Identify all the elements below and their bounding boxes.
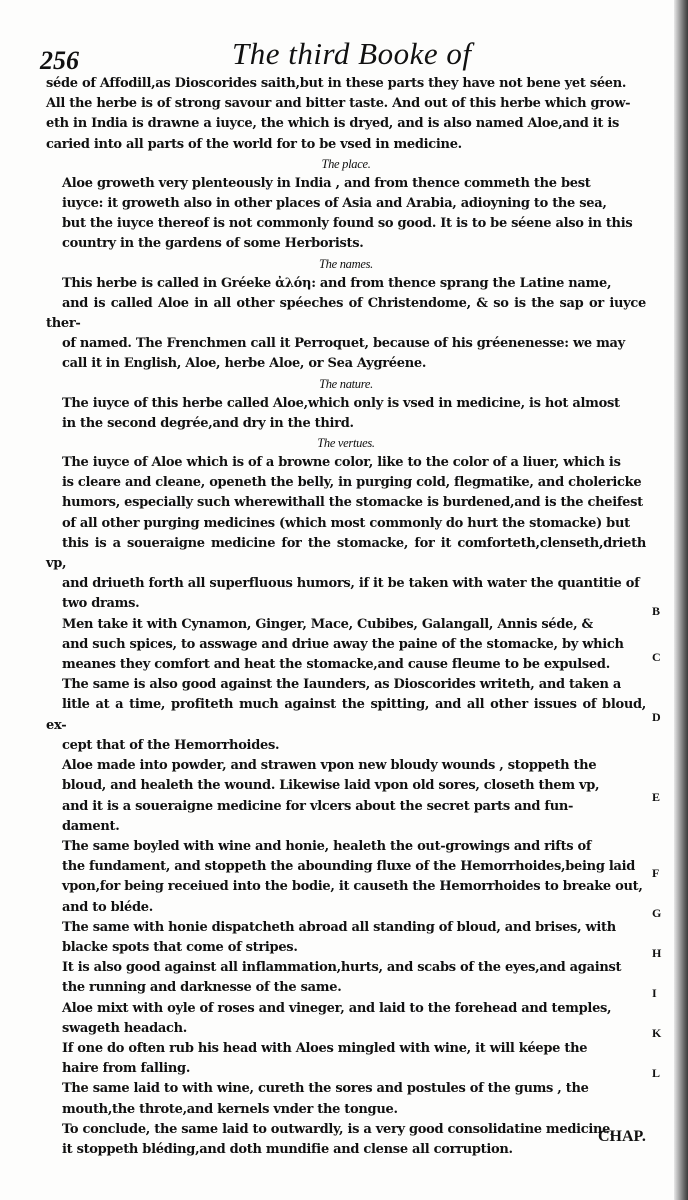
- vertues-paragraph: [46, 756, 646, 837]
- text-line: call it in English, Aloe, herbe Aloe, or Sea Aygréene.: [62, 356, 427, 372]
- section-heading-names: The names.: [319, 256, 373, 271]
- text-line: It is also good against all inflammation,hurts, and scabs of the eyes,and against: [62, 960, 622, 976]
- text-line: but the iuyce thereof is not commonly found so good. It is to be séene also in this: [62, 216, 633, 232]
- text-line: is cleare and cleane, openeth the belly, in purging cold, flegmatike, and cholericke: [62, 475, 642, 491]
- margin-letter: D: [652, 710, 661, 724]
- margin-letter: F: [652, 866, 660, 880]
- margin-letter: K: [652, 1026, 662, 1040]
- text-line: and to bléde.: [62, 899, 153, 915]
- text-line: If one do often rub his head with Aloes mingled with wine, it will kéepe the: [62, 1040, 588, 1056]
- margin-letter: G: [652, 906, 662, 920]
- margin-letter: I: [652, 986, 657, 1000]
- text-line: humors, especially such wherewithall the stomacke is burdened,and is the cheifest: [62, 495, 643, 511]
- text-line: dament.: [62, 818, 120, 834]
- text-line: swageth headach.: [62, 1020, 188, 1036]
- text-line: haire from falling.: [62, 1061, 191, 1077]
- vertues-paragraph: [46, 615, 646, 676]
- page-text: [46, 74, 646, 1160]
- text-line: séde of Affodill,as Dioscorides saith,but in these parts they have not bene yet séen.: [46, 76, 627, 91]
- text-line: vpon,for being receiued into the bodie, it causeth the Hemorrhoides to breake out,: [62, 879, 643, 895]
- text-line: iuyce: it groweth also in other places of Asia and Arabia, adioyning to the sea,: [62, 196, 607, 212]
- text-line: and driueth forth all superfluous humors, if it be taken with water the quantitie of: [62, 576, 640, 592]
- text-line: the fundament, and stoppeth the abounding fluxe of the Hemorrhoides,being laid: [62, 859, 636, 875]
- text-line: Aloe groweth very plenteously in India , and from thence commeth the best: [62, 175, 591, 191]
- vertues-paragraph: [46, 1039, 646, 1079]
- opening-paragraph: [46, 74, 646, 155]
- text-line: country in the gardens of some Herborists.: [62, 236, 364, 252]
- text-line: two drams.: [62, 596, 140, 612]
- vertues-paragraph: [46, 1079, 646, 1119]
- text-line: To conclude, the same laid to outwardly, is a very good consolidatine medicine,: [62, 1121, 615, 1137]
- text-line: the running and darknesse of the same.: [62, 980, 342, 996]
- vertues-paragraph: [46, 837, 646, 918]
- text-line: blacke spots that come of stripes.: [62, 939, 298, 955]
- text-line: The same with honie dispatcheth abroad all standing of bloud, and brises, with: [62, 919, 616, 935]
- nature-paragraph: [46, 394, 646, 434]
- text-line: cept that of the Hemorrhoides.: [62, 737, 280, 753]
- catchword: CHAP.: [598, 1128, 646, 1145]
- text-line: and is called Aloe in all other spéeches of Christendome, & so is the sap or iuyce ther-: [46, 295, 646, 332]
- vertues-paragraph: [46, 999, 646, 1039]
- margin-letter: H: [652, 946, 662, 960]
- text-line: litle at a time, profiteth much against the spitting, and all other issues of bloud, ex-: [46, 697, 646, 733]
- page-number: 256: [40, 46, 79, 75]
- section-heading-place: The place.: [321, 156, 371, 171]
- text-line: The iuyce of Aloe which is of a browne color, like to the color of a liuer, which is: [62, 455, 621, 471]
- text-line: bloud, and healeth the wound. Likewise laid vpon old sores, closeth them vp,: [62, 778, 600, 794]
- margin-letter: B: [652, 604, 661, 618]
- text-line: This herbe is called in Gréeke ἀλόη: and from thence sprang the Latine name,: [62, 275, 612, 291]
- page-header: [40, 32, 660, 75]
- margin-letter: C: [652, 650, 661, 664]
- vertues-paragraph: [46, 958, 646, 998]
- text-line: All the herbe is of strong savour and bitter taste. And out of this herbe which grow-: [46, 96, 631, 112]
- vertues-paragraph: [46, 453, 646, 615]
- text-line: meanes they comfort and heat the stomacke,and cause fleume to be expulsed.: [62, 657, 610, 673]
- text-line: it stoppeth bléding,and doth mundifie and clense all corruption.: [62, 1141, 513, 1157]
- vertues-paragraph: [46, 918, 646, 958]
- text-line: Aloe mixt with oyle of roses and vineger, and laid to the forehead and temples,: [62, 1000, 612, 1016]
- margin-letter: E: [652, 790, 661, 804]
- text-line: of named. The Frenchmen call it Perroquet, because of his gréenenesse: we may: [62, 336, 625, 352]
- text-line: this is a soueraigne medicine for the stomacke, for it comforteth,clenseth,drieth vp,: [46, 535, 646, 572]
- text-line: mouth,the throte,and kernels vnder the tongue.: [62, 1101, 398, 1117]
- running-head: The third Booke of: [232, 36, 472, 71]
- names-paragraph: [46, 274, 646, 375]
- place-paragraph: [46, 174, 646, 255]
- text-line: of all other purging medicines (which most commonly do hurt the stomacke) but: [62, 515, 630, 531]
- text-line: Aloe made into powder, and strawen vpon new bloudy wounds , stoppeth the: [62, 758, 597, 774]
- text-line: caried into all parts of the world for to be vsed in medicine.: [46, 136, 462, 152]
- text-line: Men take it with Cynamon, Ginger, Mace, Cubibes, Galangall, Annis séde, &: [62, 616, 593, 632]
- text-line: and it is a soueraigne medicine for vlcers about the secret parts and fun-: [62, 798, 574, 814]
- text-line: The same boyled with wine and honie, healeth the out-growings and rifts of: [62, 838, 592, 854]
- margin-letter: L: [652, 1066, 661, 1080]
- section-heading-nature: The nature.: [319, 376, 373, 391]
- text-line: The same laid to with wine, cureth the sores and postules of the gums , the: [62, 1081, 589, 1097]
- text-line: and such spices, to asswage and driue away the paine of the stomacke, by which: [62, 636, 624, 652]
- vertues-paragraph: [46, 1120, 646, 1160]
- text-line: in the second degrée,and dry in the third.: [62, 415, 354, 431]
- vertues-paragraph: [46, 675, 646, 756]
- page-edge-shadow: [674, 0, 688, 1200]
- text-line: The same is also good against the Iaunders, as Dioscorides writeth, and taken a: [62, 677, 622, 693]
- text-line: The iuyce of this herbe called Aloe,which only is vsed in medicine, is hot almost: [62, 395, 620, 411]
- text-line: eth in India is drawne a iuyce, the which is dryed, and is also named Aloe,and it is: [46, 116, 619, 132]
- section-heading-vertues: The vertues.: [317, 436, 375, 451]
